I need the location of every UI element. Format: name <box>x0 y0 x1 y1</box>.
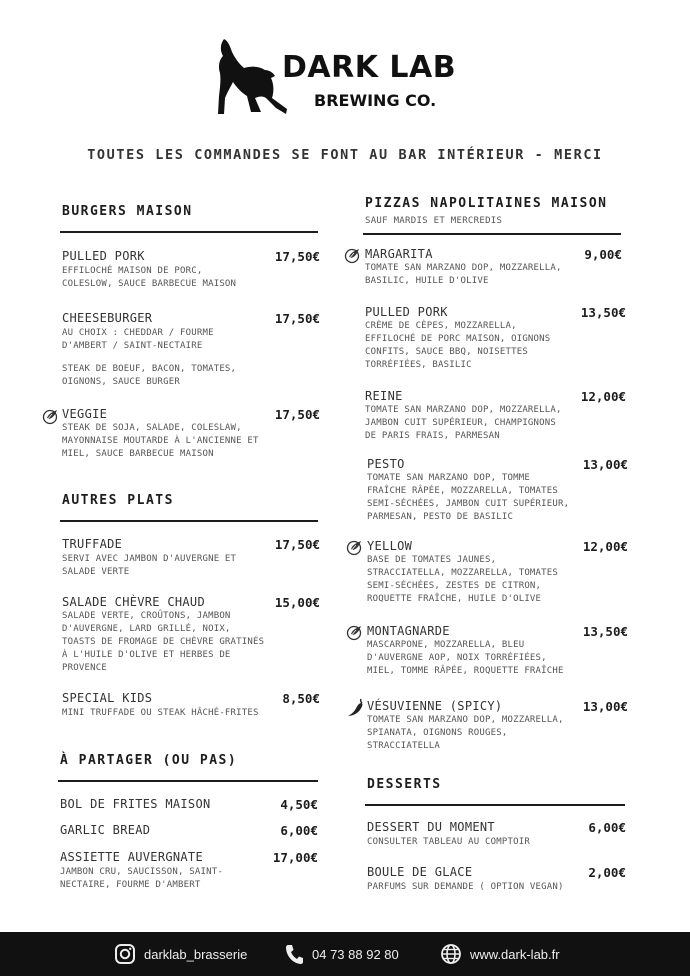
menu-item <box>367 624 582 678</box>
vegetarian-leaf-icon <box>346 539 363 556</box>
menu-item <box>365 389 580 443</box>
instagram-handle: darklab_brasserie <box>144 946 248 962</box>
brand-logo <box>214 36 484 120</box>
item-name: PULLED PORK <box>365 305 448 319</box>
item-price: 12,00€ <box>580 389 626 404</box>
item-price: 15,00€ <box>274 595 320 610</box>
item-name: CHEESEBURGER <box>62 311 153 325</box>
item-description: SALADE VERTE, CROÛTONS, JAMBON D'AUVERGNE, LARD GRILLÉ, NOIX, TOASTS DE FROMAGE DE CHÈVRE GRATINÉS À L'HUILE D'OLIVE ET HERBES DE PROVENCE <box>62 611 265 673</box>
section-title-pizzas: PIZZAS NAPOLITAINES MAISON <box>365 196 608 211</box>
item-name: PULLED PORK <box>62 249 145 263</box>
menu-item <box>60 797 280 811</box>
item-description: PARFUMS SUR DEMANDE ( OPTION VEGAN) <box>367 882 564 892</box>
item-name: DESSERT DU MOMENT <box>367 820 495 834</box>
menu-item <box>62 249 262 291</box>
item-description: EFFILOCHÉ MAISON DE PORC, COLESLOW, SAUCE BARBECUE MAISON <box>62 266 237 289</box>
item-description: TOMATE SAN MARZANO DOP, MOZZARELLA, SPIANATA, OIGNONS ROUGES, STRACCIATELLA <box>367 715 564 751</box>
section-title-burgers: BURGERS MAISON <box>62 204 193 219</box>
item-price: 17,50€ <box>274 249 320 264</box>
menu-item <box>62 407 282 461</box>
menu-item <box>367 539 582 606</box>
section-divider <box>365 804 625 806</box>
phone-icon <box>284 943 304 965</box>
item-name: MARGARITA <box>365 247 433 261</box>
vegetarian-leaf-icon <box>346 624 363 641</box>
item-description-extra: STEAK DE BOEUF, BACON, TOMATES, OIGNONS, SAUCE BURGER <box>62 364 237 387</box>
menu-item <box>365 247 580 288</box>
item-name: SALADE CHÈVRE CHAUD <box>62 595 205 609</box>
item-description: AU CHOIX : CHEDDAR / FOURME D'AMBERT / SAINT-NECTAIRE <box>62 328 214 351</box>
menu-item <box>367 865 582 894</box>
item-name: BOULE DE GLACE <box>367 865 473 879</box>
section-title-a-partager: À PARTAGER (OU PAS) <box>60 753 238 768</box>
item-name: VÉSUVIENNE (SPICY) <box>367 699 503 713</box>
item-price: 6,00€ <box>588 820 626 835</box>
item-name: REINE <box>365 389 403 403</box>
instagram-icon <box>114 943 136 965</box>
item-name: TRUFFADE <box>62 537 123 551</box>
menu-item <box>62 537 262 579</box>
item-price: 8,50€ <box>282 691 320 706</box>
item-description: TOMATE SAN MARZANO DOP, MOZZARELLA, BASILIC, HUILE D'OLIVE <box>365 263 562 286</box>
website-url: www.dark-lab.fr <box>470 946 560 962</box>
item-price: 17,50€ <box>274 407 320 422</box>
section-divider <box>58 780 318 782</box>
item-description: MINI TRUFFADE OU STEAK HÂCHÉ-FRITES <box>62 708 259 718</box>
item-price: 13,50€ <box>580 305 626 320</box>
menu-item <box>62 311 262 389</box>
item-name: MONTAGNARDE <box>367 624 450 638</box>
item-description: STEAK DE SOJA, SALADE, COLESLAW, MAYONNAISE MOUTARDE À L'ANCIENNE ET MIEL, SAUCE BARBECUE MAISON <box>62 423 259 459</box>
footer-instagram[interactable] <box>114 932 247 976</box>
item-price: 6,00€ <box>280 823 318 838</box>
section-title-desserts: DESSERTS <box>367 777 442 792</box>
item-price: 17,50€ <box>274 537 320 552</box>
item-description: SERVI AVEC JAMBON D'AUVERGNE ET SALADE VERTE <box>62 554 237 577</box>
chili-pepper-icon <box>346 697 366 717</box>
item-name: GARLIC BREAD <box>60 823 151 837</box>
menu-item <box>62 595 282 675</box>
ordering-notice: TOUTES LES COMMANDES SE FONT AU BAR INTÉRIEUR - MERCI <box>87 147 603 163</box>
item-price: 4,50€ <box>280 797 318 812</box>
menu-item <box>365 305 580 372</box>
vegetarian-leaf-icon <box>42 408 59 425</box>
item-description: JAMBON CRU, SAUCISSON, SAINT- NECTAIRE, FOURME D'AMBERT <box>60 867 223 890</box>
dog-logo-icon <box>214 36 290 120</box>
menu-item <box>62 691 282 720</box>
item-price: 2,00€ <box>588 865 626 880</box>
item-description: CRÈME DE CÈPES, MOZZARELLA, EFFILOCHÉ DE PORC MAISON, OIGNONS CONFITS, SAUCE BBQ, NOISETTES TORRÉFIÉES, BASILIC <box>365 321 551 370</box>
brand-subtitle: BREWING CO. <box>314 91 437 110</box>
item-price: 13,00€ <box>582 457 628 472</box>
item-name: PESTO <box>367 457 405 471</box>
item-price: 12,00€ <box>582 539 628 554</box>
item-price: 9,00€ <box>584 247 622 262</box>
item-price: 17,00€ <box>272 850 318 865</box>
item-name: YELLOW <box>367 539 413 553</box>
menu-item <box>60 850 280 892</box>
item-price: 17,50€ <box>274 311 320 326</box>
item-description: MASCARPONE, MOZZARELLA, BLEU D'AUVERGNE AOP, NOIX TORRÉFIÉES, MIEL, TOMME RÂPÉE, ROQUETTE FRAÎCHE <box>367 640 564 676</box>
section-divider <box>60 231 318 233</box>
item-name: SPECIAL KIDS <box>62 691 153 705</box>
menu-item <box>367 457 582 524</box>
item-price: 13,50€ <box>582 624 628 639</box>
item-description: TOMATE SAN MARZANO DOP, TOMME FRAÎCHE RÂPÉE, MOZZARELLA, TOMATES SEMI-SÉCHÉES, JAMBON CUIT SUPÉRIEUR, PARMESAN, PESTO DE BASILIC <box>367 473 570 522</box>
section-divider <box>363 233 621 235</box>
item-description: TOMATE SAN MARZANO DOP, MOZZARELLA, JAMBON CUIT SUPÉRIEUR, CHAMPIGNONS DE PARIS FRAIS, PARMESAN <box>365 405 562 441</box>
section-divider <box>60 520 318 522</box>
section-title-autres-plats: AUTRES PLATS <box>62 493 174 508</box>
footer-bar <box>0 932 690 976</box>
phone-number: 04 73 88 92 80 <box>312 946 399 962</box>
menu-item <box>60 823 280 837</box>
globe-icon <box>440 943 462 965</box>
item-name: BOL DE FRITES MAISON <box>60 797 211 811</box>
item-description: CONSULTER TABLEAU AU COMPTOIR <box>367 837 530 847</box>
item-description: BASE DE TOMATES JAUNES, STRACCIATELLA, MOZZARELLA, TOMATES SEMI-SÉCHÉES, ZESTES DE CITRON, ROQUETTE FRAÎCHE, HUILE D'OLIVE <box>367 555 559 604</box>
menu-item <box>367 820 582 849</box>
item-name: ASSIETTE AUVERGNATE <box>60 850 203 864</box>
vegetarian-leaf-icon <box>344 247 361 264</box>
item-price: 13,00€ <box>582 699 628 714</box>
section-subtitle: SAUF MARDIS ET MERCREDIS <box>365 216 503 226</box>
footer-phone[interactable] <box>284 932 399 976</box>
item-name: VEGGIE <box>62 407 108 421</box>
footer-website[interactable] <box>440 932 560 976</box>
brand-name: DARK LAB <box>282 50 457 85</box>
